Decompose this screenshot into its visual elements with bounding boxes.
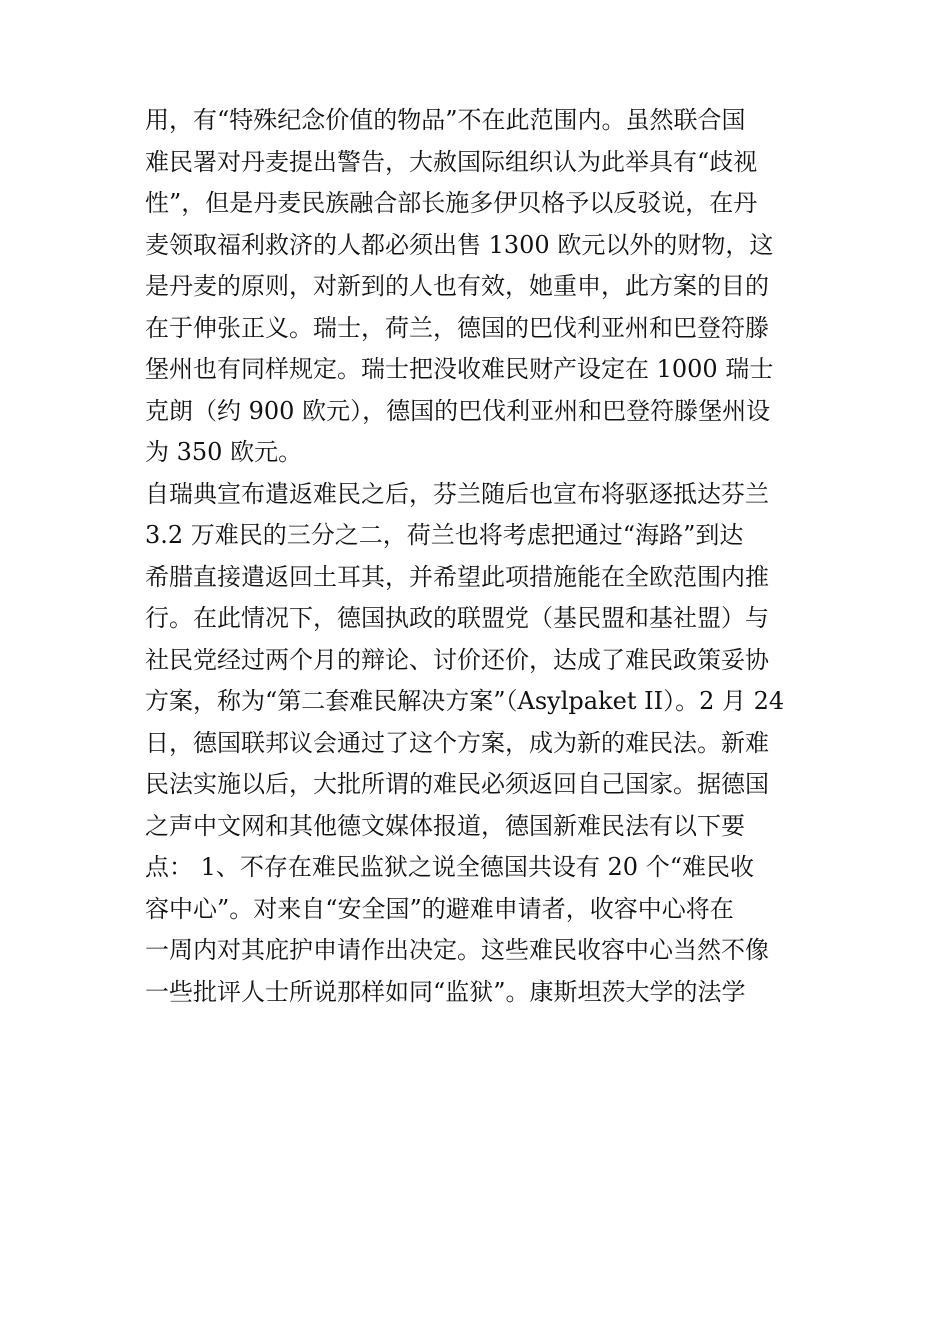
body-text: [145, 100, 810, 1013]
text-line: 性”，但是丹麦民族融合部长施多伊贝格予以反驳说，在丹: [145, 189, 758, 217]
text-line: 在于伸张正义。瑞士，荷兰，德国的巴伐利亚州和巴登符滕: [145, 313, 769, 342]
text-line: 一周内对其庇护申请作出决定。这些难民收容中心当然不像: [145, 936, 769, 964]
text-line: 希腊直接遣返回土耳其，并希望此项措施能在全欧范围内推: [145, 562, 769, 591]
text-line: 方案，称为“第二套难民解决方案”（Asylpaket II）。2 月 24: [145, 687, 785, 715]
text-line: 日，德国联邦议会通过了这个方案，成为新的难民法。新难: [145, 728, 769, 757]
text-line: 社民党经过两个月的辩论、讨价还价，达成了难民政策妥协: [145, 645, 769, 674]
text-line: 一些批评人士所说那样如同“监狱”。康斯坦茨大学的法学: [145, 977, 746, 1006]
text-line: 克朗（约 900 欧元），德国的巴伐利亚州和巴登符滕堡州设: [145, 396, 771, 425]
text-line: 民法实施以后，大批所谓的难民必须返回自己国家。据德国: [145, 770, 769, 798]
text-line: 用，有“特殊纪念价值的物品”不在此范围内。虽然联合国: [145, 106, 746, 134]
text-line: 自瑞典宣布遣返难民之后，芬兰随后也宣布将驱逐抵达芬兰: [145, 479, 769, 508]
text-line: 是丹麦的原则，对新到的人也有效，她重申，此方案的目的: [145, 272, 769, 300]
text-line: 行。在此情况下，德国执政的联盟党（基民盟和基社盟）与: [145, 604, 769, 632]
text-line: 为 350 欧元。: [145, 438, 303, 466]
text-line: 3.2 万难民的三分之二，荷兰也将考虑把通过“海路”到达: [145, 521, 744, 549]
text-line: 之声中文网和其他德文媒体报道，德国新难民法有以下要: [145, 811, 745, 840]
text-line: 难民署对丹麦提出警告，大赦国际组织认为此举具有“歧视: [145, 147, 758, 176]
text-line: 堡州也有同样规定。瑞士把没收难民财产设定在 1000 瑞士: [145, 355, 774, 383]
text-line: 点： 1、不存在难民监狱之说全德国共设有 20 个“难民收: [145, 853, 754, 881]
text-line: 容中心”。对来自“安全国”的避难申请者，收容中心将在: [145, 894, 734, 923]
text-line: 麦领取福利救济的人都必须出售 1300 欧元以外的财物，这: [145, 230, 774, 259]
